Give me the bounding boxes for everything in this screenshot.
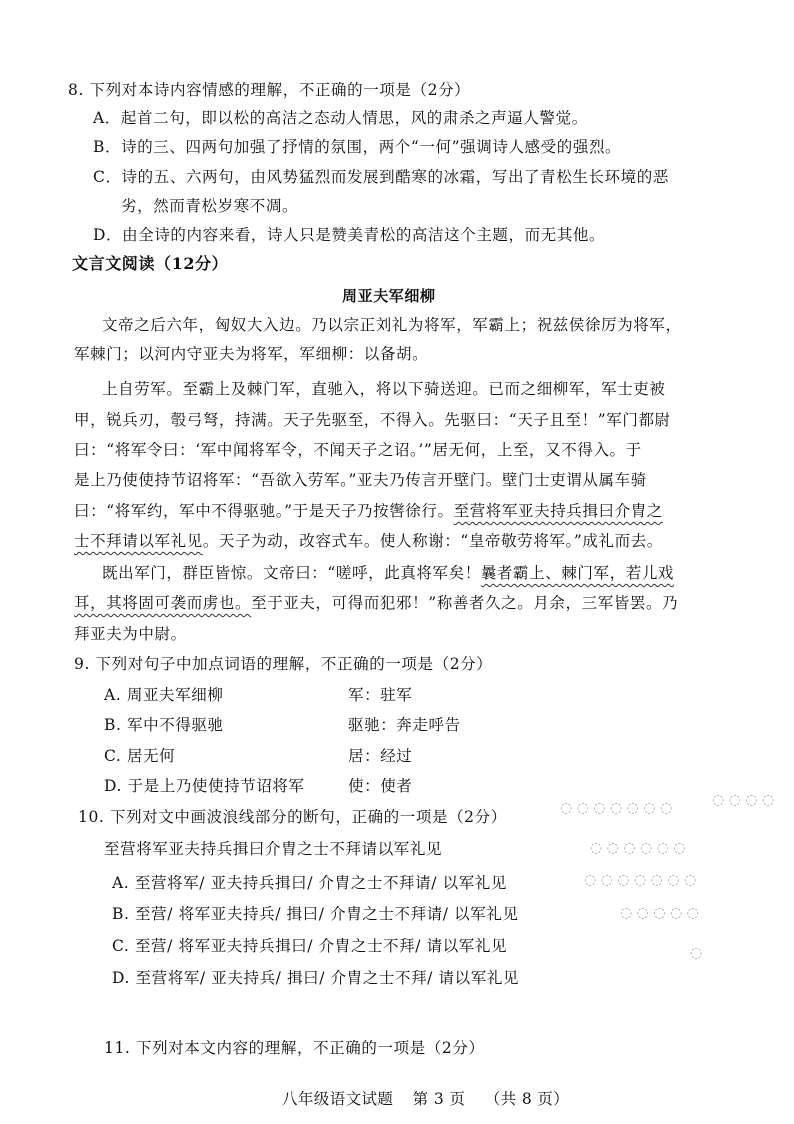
q9-option-d: D. 于是上乃使使持节诏将军	[104, 777, 305, 795]
q10-option-b: B. 至营/ 将军亚夫持兵/ 揖曰/ 介胄之士不拜请/ 以军礼见	[112, 905, 519, 923]
section-heading: 文言文阅读（12分）	[72, 254, 229, 273]
wavy-underlined-text: 士不拜请以军礼见	[74, 532, 203, 550]
bleed-through-decoration: ◌	[690, 945, 703, 961]
passage-line	[74, 500, 663, 522]
handwritten-underline-text: 耳，其将固可袭而虏也。	[74, 594, 252, 612]
passage-line	[102, 562, 674, 584]
page-footer	[282, 1087, 583, 1109]
passage-text: 至于亚夫，可得而犯邪！”称善者久之。月余，三军皆罢。乃	[251, 594, 679, 612]
q8-stem: 8. 下列对本诗内容情感的理解，不正确的一项是（2分）	[68, 81, 471, 99]
q8-option-d: D．由全诗的内容来看，诗人只是赞美青松的高洁这个主题，而无其他。	[93, 226, 606, 244]
q10-option-a: A. 至营将军/ 亚夫持兵揖曰/ 介胄之士不拜请/ 以军礼见	[112, 874, 507, 892]
q9-stem: 9. 下列对句子中加点词语的理解，不正确的一项是（2分）	[74, 655, 493, 673]
q9-option-c: C. 居无何	[104, 747, 176, 765]
q8-option-c: C．诗的五、六两句，由风势猛烈而发展到酷寒的冰霜，写出了青松生长环境的恶	[93, 168, 669, 186]
passage-line: 文帝之后六年，匈奴大入边。乃以宗正刘礼为将军，军霸上；祝兹侯徐厉为将军，	[102, 316, 682, 334]
q9-option-a-meaning: 军：驻军	[348, 686, 413, 704]
q10-sentence: 至营将军亚夫持兵揖曰介胄之士不拜请以军礼见	[104, 840, 443, 858]
passage-line: 军棘门；以河内守亚夫为将军，军细柳：以备胡。	[74, 345, 429, 363]
q11-stem: 11. 下列对本文内容的理解，不正确的一项是（2分）	[104, 1039, 485, 1057]
passage-line: 甲，锐兵刃，彀弓弩，持满。天子先驱至，不得入。先驱曰：“天子且至！”军门都尉	[74, 411, 671, 429]
passage-text: 既出军门，群臣皆惊。文帝曰：“嗟呼，此真将军矣！	[102, 564, 481, 582]
bleed-through-decoration: ◌ ◌ ◌ ◌ ◌ ◌	[590, 840, 686, 856]
q8-option-b: B．诗的三、四两句加强了抒情的氛围，两个“一何”强调诗人感受的强烈。	[93, 138, 622, 156]
wavy-underlined-text: 至营将军亚夫持兵揖曰介胄之	[453, 502, 663, 520]
bleed-through-decoration: ◌ ◌ ◌ ◌	[712, 792, 775, 808]
q8-option-c-cont: 劣，然而青松岁寒不凋。	[121, 197, 299, 215]
q10-option-c: C. 至营/ 将军亚夫持兵揖曰/ 介胄之士不拜/ 请以军礼见	[112, 937, 508, 955]
q10-stem: 10. 下列对文中画波浪线部分的断句，正确的一项是（2分）	[78, 808, 507, 826]
q9-option-d-meaning: 使：使者	[348, 777, 413, 795]
q9-option-b-meaning: 驱驰：奔走呼告	[348, 716, 461, 734]
passage-title: 周亚夫军细柳	[342, 287, 436, 305]
passage-text: 曰：“将军约，军中不得驱驰。”于是天子乃按辔徐行。	[74, 502, 454, 520]
bleed-through-decoration: ◌ ◌ ◌ ◌ ◌ ◌ ◌	[584, 872, 697, 888]
bleed-through-decoration: ◌ ◌ ◌ ◌ ◌	[620, 905, 699, 921]
footer-page-number: 第 3 页	[412, 1090, 466, 1108]
q9-option-a: A. 周亚夫军细柳	[104, 686, 224, 704]
q9-option-b: B. 军中不得驱驰	[104, 716, 224, 734]
footer-total-pages: （共 8 页）	[484, 1090, 570, 1108]
passage-line: 上自劳军。至霸上及棘门军，直驰入，将以下骑送迎。已而之细柳军，军士吏被	[102, 380, 666, 398]
passage-line: 拜亚夫为中尉。	[74, 625, 187, 643]
footer-subject: 八年级语文试题	[282, 1090, 394, 1108]
passage-line	[74, 592, 678, 614]
passage-line: 曰：“将军令曰：‘军中闻将军令，不闻天子之诏。’”居无何，上至，又不得入。于	[74, 441, 642, 459]
q8-option-a: A．起首二句，即以松的高洁之态动人情思，风的肃杀之声逼人警觉。	[93, 109, 588, 127]
passage-line: 是上乃使使持节诏将军：“吾欲入劳军。”亚夫乃传言开壁门。壁门士吏谓从属车骑	[74, 471, 647, 489]
passage-text: 。天子为动，改容式车。使人称谢：“皇帝敬劳将军。”成礼而去。	[202, 532, 663, 550]
q10-option-d: D. 至营将军/ 亚夫持兵/ 揖曰/ 介胄之士不拜/ 请以军礼见	[112, 969, 520, 987]
q9-option-c-meaning: 居：经过	[348, 747, 413, 765]
handwritten-underline-text: 曩者霸上、棘门军，若儿戏	[480, 564, 675, 582]
bleed-through-decoration: ◌ ◌ ◌ ◌ ◌ ◌ ◌	[560, 800, 673, 816]
passage-line	[74, 530, 663, 552]
